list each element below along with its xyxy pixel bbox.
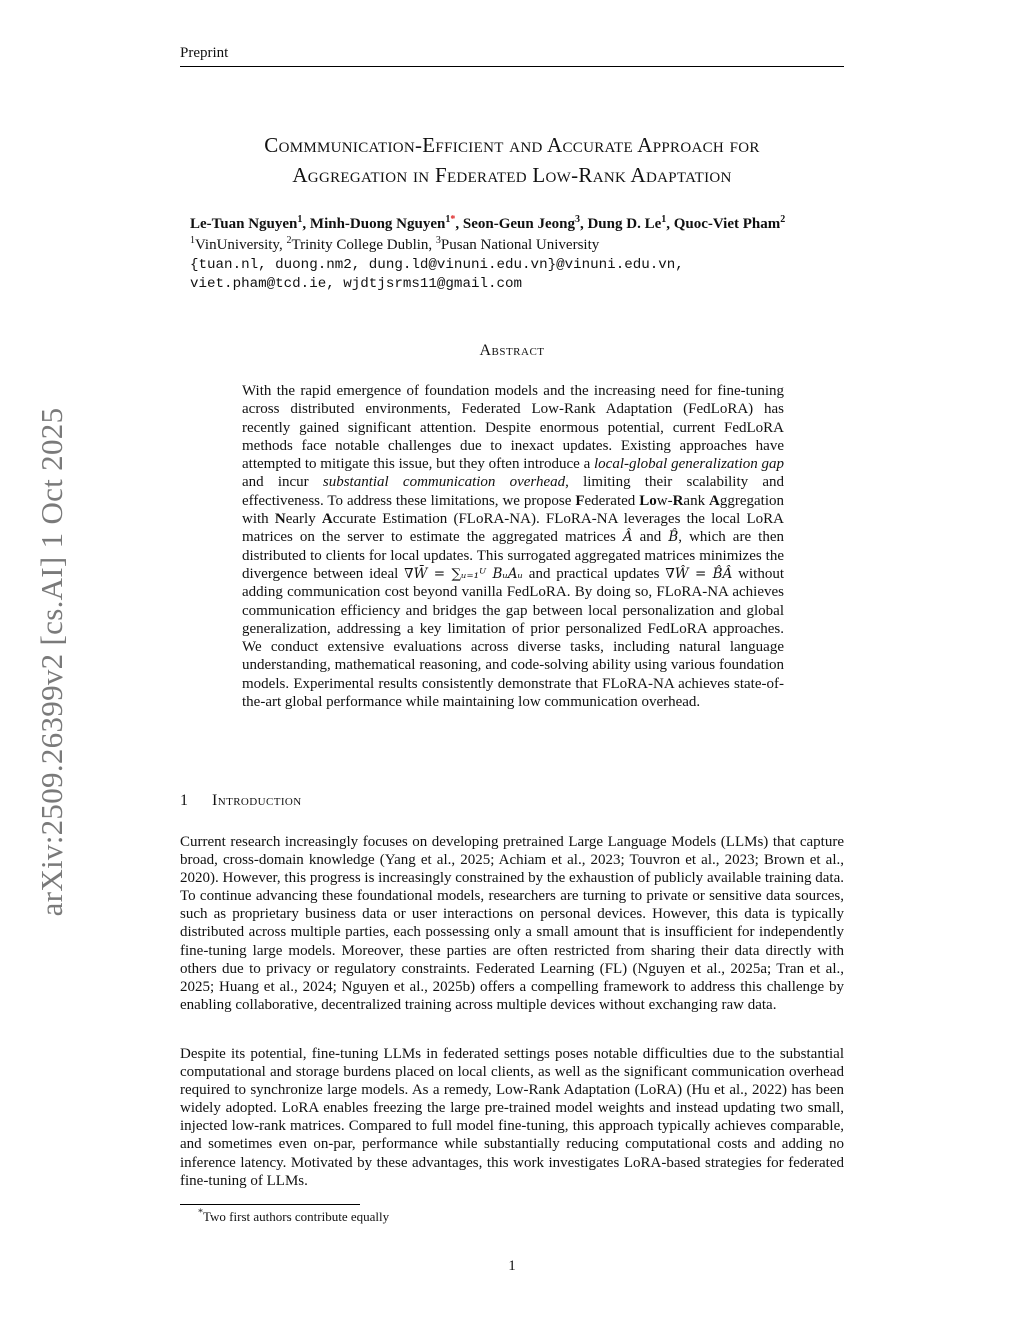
abstract-text: , limiting their scalability and effectiveness. To address these limitations, we propose	[242, 474, 784, 509]
abstract-text: without adding communication cost beyond vanilla FedLoRA. By doing so, FLoRA-NA achieves communication efficiency and bridges the gap between local personalization and global generalization, addressing a key limitation of prior personalized FedLoRA approaches. We conduct extensive evaluations across diverse tasks, including natural language understanding, mathematical reasoning, and code-solving ability using various foundation models. Experimental results consistently demonstrate that FLoRA-NA achieves state-of-the-art global performance while maintaining low communication overhead.	[242, 565, 784, 711]
email-line-2: viet.pham@tcd.ie, wjdtjsrms11@gmail.com	[190, 276, 523, 292]
math-symbol: B̂	[668, 529, 679, 546]
abstract-emphasis: substantial communication overhead	[322, 474, 566, 491]
paper-title	[160, 130, 864, 190]
footnote-text: Two first authors contribute equally	[203, 1209, 390, 1224]
acronym-letter: Lo	[639, 492, 657, 509]
affiliation-sup: 1	[190, 235, 195, 246]
author-name: Seon-Geun Jeong	[462, 216, 575, 232]
author-affil-sup: 1	[445, 214, 451, 225]
affiliation-sup: 3	[435, 235, 441, 246]
arxiv-side-stamp: arXiv:2509.26399v2 [cs.AI] 1 Oct 2025	[34, 407, 69, 917]
title-line-2: Aggregation in Federated Low-Rank Adaptation	[292, 163, 732, 187]
acronym-letter: A	[321, 511, 333, 528]
email-line-1: {tuan.nl, duong.nm2, dung.ld@vinuni.edu.vn}@vinuni.edu.vn,	[190, 257, 684, 273]
affiliation-name: VinUniversity	[195, 237, 279, 253]
author-affil-sup: 1	[661, 214, 667, 225]
title-line-1: Commmunication-Efficient and Accurate Approach for	[264, 133, 760, 157]
abstract-text: ederated	[584, 492, 640, 509]
intro-paragraph-1: Current research increasingly focuses on developing pretrained Large Language Models (LLMs) that capture broad, cross-domain knowledge (Yang et al., 2025; Achiam et al., 2023; Touvron et al., 2023; Brown et al., 2020). However, this progress is increasingly constrained by the exhaustion of publicly available training data. To continue advancing these foundational models, researchers are turning to private or sensitive data sources, such as proprietary business data or user interactions on personal devices. However, this data is typically distributed across multiple parties, each possessing only a small amount that is insufficient for independently fine-tuning large models. Moreover, these parties are often restricted from sharing their data directly with others due to privacy or regulatory constraints. Federated Learning (FL) (Nguyen et al., 2025a; Tran et al., 2025; Huang et al., 2024; Nguyen et al., 2025b) offers a compelling framework to address this challenge by enabling collaborative, decentralized training across multiple devices without exchanging raw data.	[180, 834, 844, 1013]
author-affil-sup: 3	[574, 214, 580, 225]
acronym-letter: F	[575, 492, 585, 509]
abstract-text: , which are then distributed to clients for local updates. This surrogated aggregated matrices minimizes the divergence between ideal	[242, 529, 784, 582]
author-name: Dung D. Le	[587, 216, 662, 232]
affiliation-sup: 2	[286, 235, 292, 246]
author-name: Minh-Duong Nguyen	[309, 216, 446, 232]
running-header: Preprint	[180, 45, 229, 61]
abstract-text: ggregation with	[242, 492, 784, 528]
author-name: Le-Tuan Nguyen	[190, 216, 298, 232]
math-expression: ∇Ŵ = B̂Â	[665, 565, 733, 582]
footnote	[198, 1209, 389, 1225]
abstract-text: and incur	[242, 474, 323, 491]
abstract-text: ccurate Estimation (FLoRA-NA). FLoRA-NA leverages the local LoRA matrices on the server to estimate the aggregated matrices	[242, 511, 784, 546]
acronym-letter: N	[274, 511, 286, 528]
abstract-text: With the rapid emergence of foundation models and the increasing need for fine-tuning across distributed environments, Federated Low-Rank Adaptation (FedLoRA) has recently gained significant attention. Despite enormous potential, current FedLoRA methods face notable challenges due to inexact updates. Existing approaches have attempted to mitigate this issue, but they often introduce a	[242, 383, 784, 473]
author-footnote-mark[interactable]: *	[450, 214, 456, 225]
abstract-heading: Abstract	[479, 342, 545, 359]
footnote-mark: *	[198, 1207, 203, 1219]
section-heading	[180, 792, 302, 810]
author-name: Quoc-Viet Pham	[673, 216, 781, 232]
acronym-letter: R	[672, 492, 684, 509]
abstract-text: and practical updates	[522, 565, 666, 582]
abstract-text: w-	[656, 492, 673, 509]
abstract-emphasis: local-global generalization gap	[594, 456, 784, 473]
page-number: 1	[508, 1258, 516, 1274]
math-symbol: Â	[622, 529, 633, 546]
abstract-text: and	[632, 529, 669, 546]
author-affil-sup: 1	[297, 214, 303, 225]
affiliation-name: Trinity College Dublin	[291, 237, 429, 253]
acronym-letter: A	[709, 492, 720, 509]
intro-paragraph-2: Despite its potential, fine-tuning LLMs in federated settings poses notable difficulties due to the substantial computational and storage burdens placed on local clients, as well as the significant communication overhead required to synchronize large models. As a remedy, Low-Rank Adaptation (LoRA) (Hu et al., 2022) has been widely adopted. LoRA enables freezing the large pre-trained model weights and instead updating two small, injected low-rank matrices. Compared to full model fine-tuning, this approach typically achieves comparable, and sometimes even on-par, performance while substantially reducing computational costs and adding no inference latency. Motivated by these advantages, this work investigates LoRA-based strategies for federated fine-tuning of LLMs.	[180, 1046, 844, 1189]
affiliation-list: $^1$VinUniversity, $^2$Trinity College Dublin, $^3$Pusan National University	[190, 235, 600, 253]
header-rule	[180, 66, 844, 67]
math-expression: ∇W̄ = ∑ᵤ₌₁ᵁ BᵤAᵤ	[404, 565, 523, 582]
author-list: Le-Tuan Nguyen$^1$, Minh-Duong Nguyen$^{1*}$, Seon-Geun Jeong$^3$, Dung D. Le$^1$, Quoc-Viet Pham$^2$	[190, 214, 786, 232]
affiliation-name: Pusan National University	[440, 237, 600, 253]
abstract-text: early	[285, 511, 322, 528]
section-number: 1	[180, 792, 189, 809]
abstract-text: ank	[683, 492, 709, 509]
footnote-rule	[180, 1204, 360, 1205]
abstract-body	[242, 382, 784, 711]
section-title: Introduction	[212, 792, 302, 809]
author-affil-sup: 2	[780, 214, 786, 225]
